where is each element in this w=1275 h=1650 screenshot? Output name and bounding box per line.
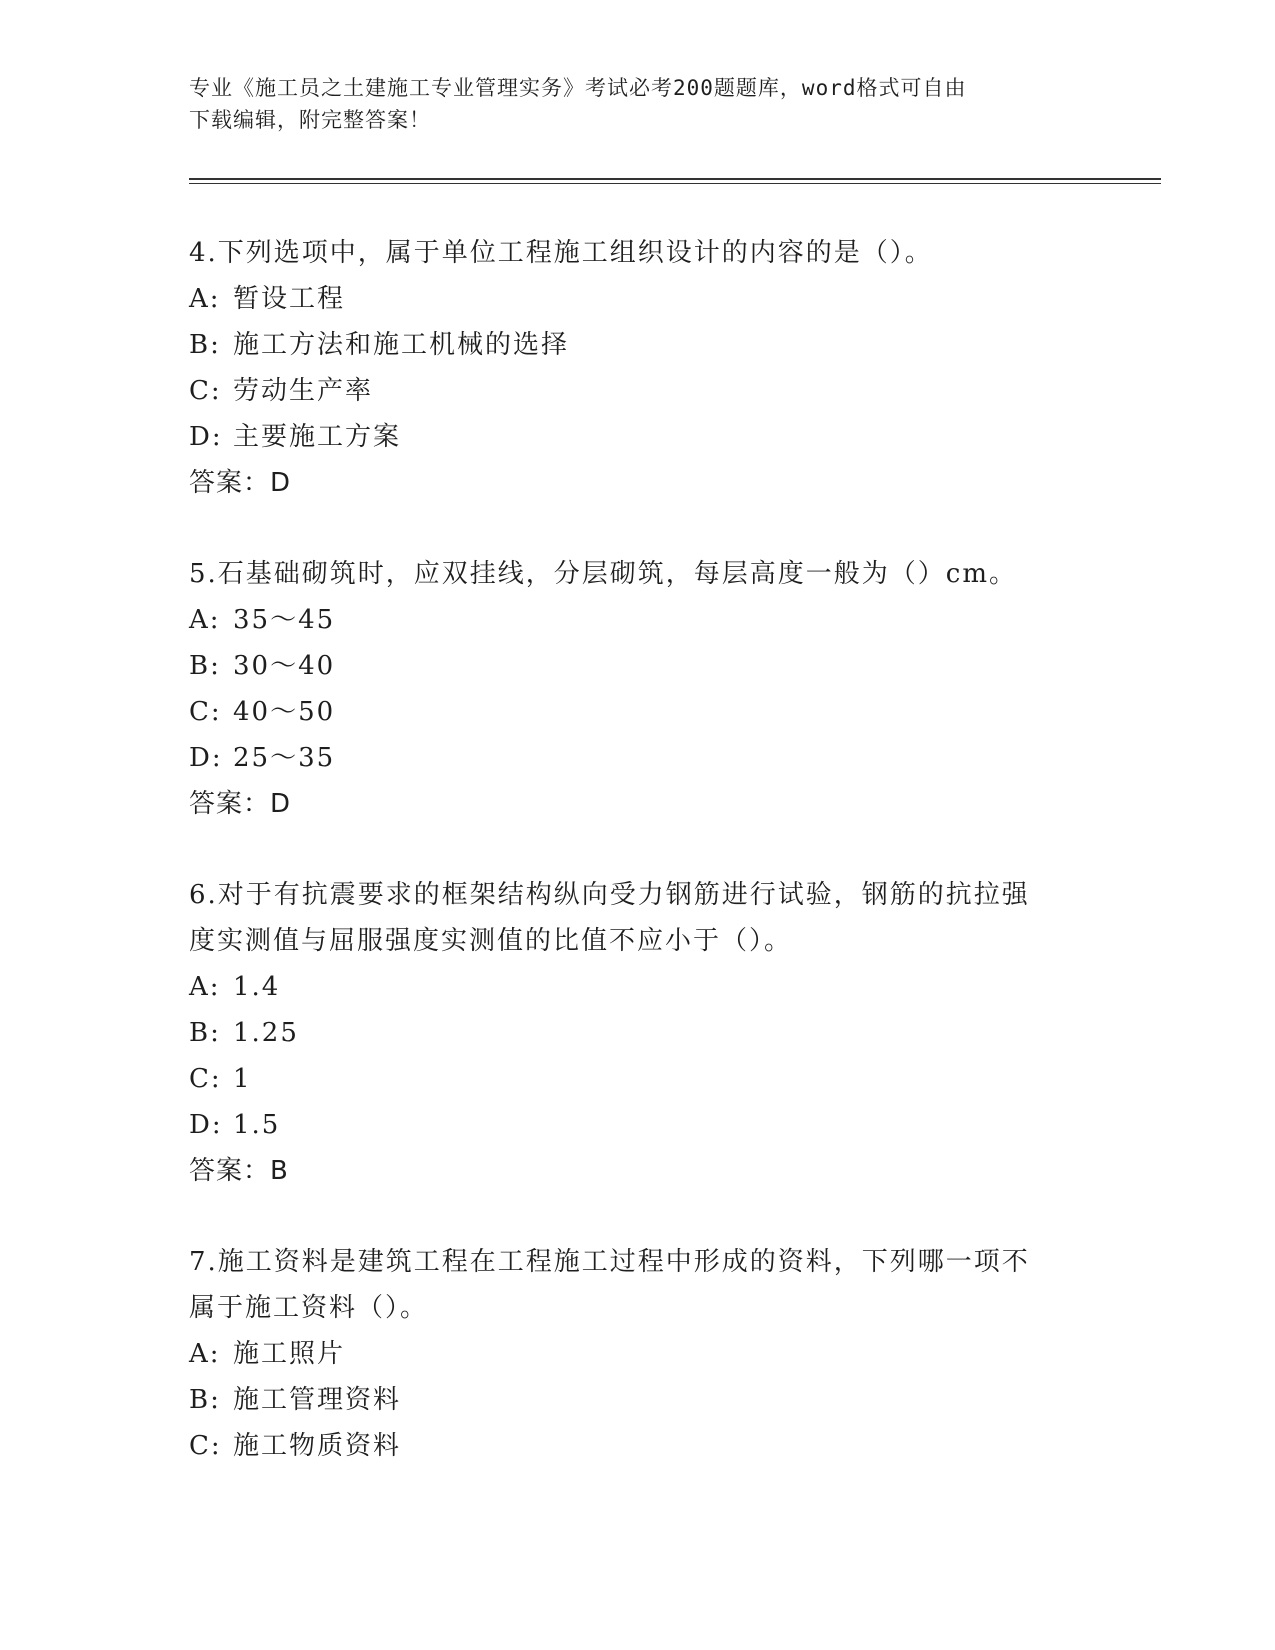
option-key: C: [189,697,222,727]
option-text: 30～40 [233,651,336,681]
option-d [189,735,1089,781]
option-text: 施工管理资料 [233,1385,402,1415]
option-key: A: [189,972,221,1002]
option-key: C: [189,376,222,406]
question-stem: 6.对于有抗震要求的框架结构纵向受力钢筋进行试验，钢筋的抗拉强 [189,880,1030,910]
option-c [189,1423,1089,1469]
question-list [189,230,1089,1514]
option-a [189,597,1089,643]
option-key: B: [189,330,221,360]
option-text: 施工照片 [233,1339,346,1369]
answer-line: 答案：D [189,468,292,498]
option-text: 35～45 [233,605,336,635]
option-c [189,368,1089,414]
option-a [189,1331,1089,1377]
option-text: 施工方法和施工机械的选择 [233,330,570,360]
option-text: 劳动生产率 [233,376,374,406]
question-7 [189,1239,1089,1469]
option-text: 40～50 [233,697,336,727]
option-key: A: [189,605,221,635]
option-key: D: [189,422,223,452]
option-key: B: [189,651,221,681]
question-stem: 5.石基础砌筑时，应双挂线，分层砌筑，每层高度一般为（）cm。 [189,559,1018,589]
question-4 [189,230,1089,506]
option-b [189,322,1089,368]
question-stem: 4.下列选项中，属于单位工程施工组织设计的内容的是（）。 [189,238,933,268]
question-stem-continued: 度实测值与屈服强度实测值的比值不应小于（）。 [189,926,793,956]
header-line-1: 专业《施工员之土建施工专业管理实务》考试必考200题题库，word格式可自由 [189,76,967,100]
header-line-2: 下载编辑，附完整答案！ [189,108,431,132]
option-key: A: [189,1339,221,1369]
option-key: B: [189,1385,221,1415]
option-key: D: [189,743,223,773]
option-text: 1.5 [233,1110,281,1140]
option-text: 25～35 [233,743,336,773]
option-d [189,1102,1089,1148]
option-d [189,414,1089,460]
option-key: D: [189,1110,223,1140]
question-6 [189,872,1089,1194]
answer-line: 答案：D [189,789,292,819]
document-header [189,72,1089,136]
option-key: B: [189,1018,221,1048]
header-divider-thick [189,178,1161,180]
option-text: 暂设工程 [233,284,346,314]
option-b [189,1010,1089,1056]
option-text: 1.25 [233,1018,299,1048]
question-stem: 7.施工资料是建筑工程在工程施工过程中形成的资料，下列哪一项不 [189,1247,1030,1277]
option-text: 1 [233,1064,252,1094]
question-5 [189,551,1089,827]
option-a [189,964,1089,1010]
option-a [189,276,1089,322]
question-stem-continued: 属于施工资料（）。 [189,1293,429,1323]
option-text: 施工物质资料 [233,1431,402,1461]
option-key: C: [189,1064,222,1094]
option-text: 主要施工方案 [233,422,402,452]
option-key: C: [189,1431,222,1461]
answer-line: 答案：B [189,1156,289,1186]
option-key: A: [189,284,221,314]
header-divider-thin [189,183,1161,184]
option-b [189,1377,1089,1423]
option-b [189,643,1089,689]
option-c [189,689,1089,735]
option-c [189,1056,1089,1102]
option-text: 1.4 [233,972,281,1002]
